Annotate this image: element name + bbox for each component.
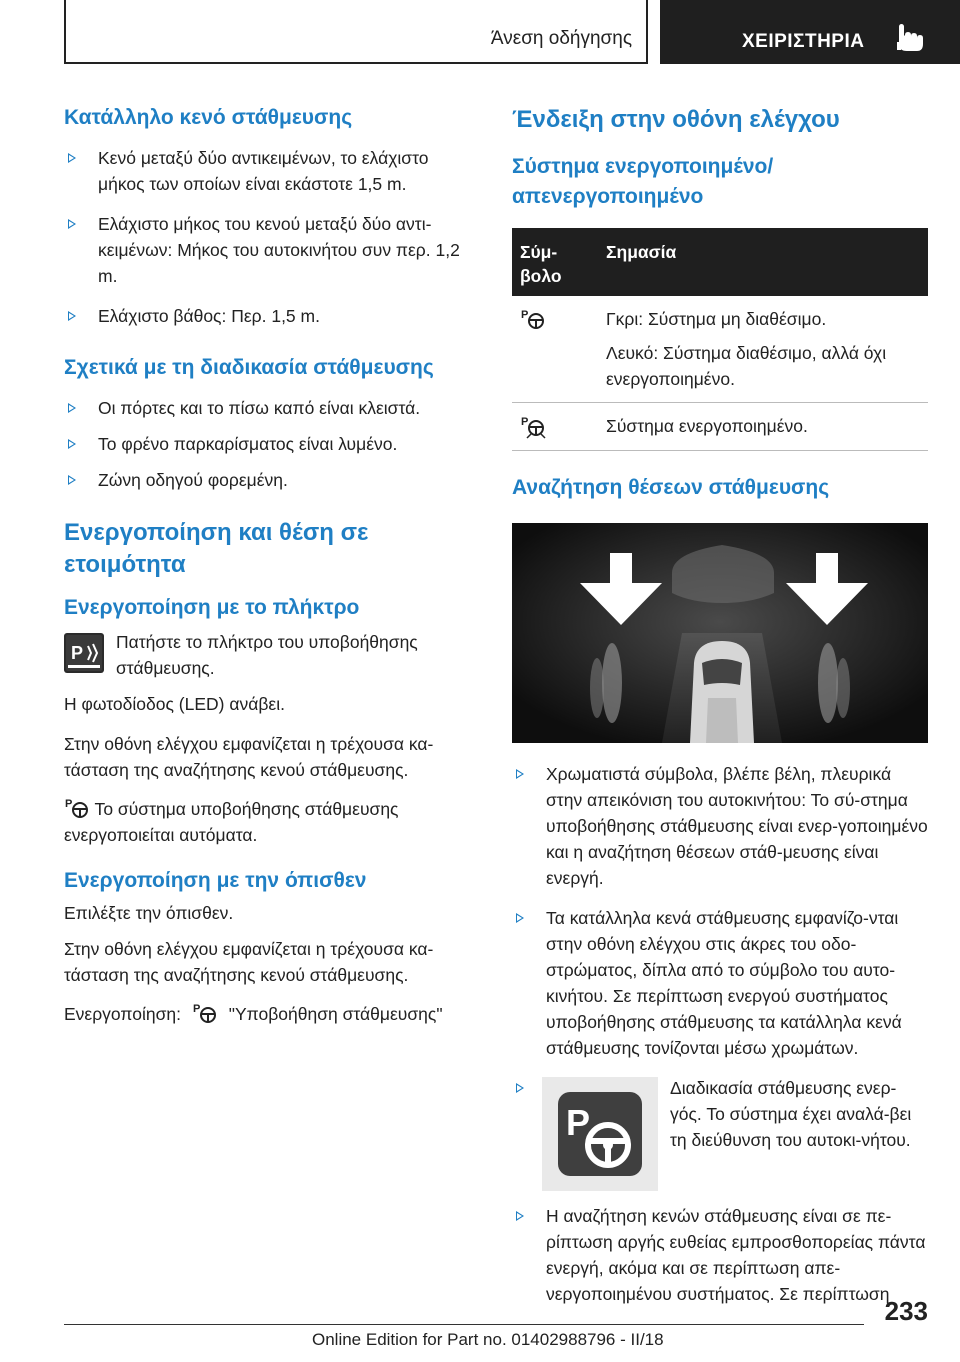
system-status-heading: Σύστημα ενεργοποιημένο/ απενεργοποιημένο [512,155,774,208]
list-item: Ζώνη οδηγού φορεμένη. [64,467,478,493]
table-row [512,296,928,403]
svg-text:P: P [566,1102,591,1143]
table-cell-line: Σύστημα ενεργοποιημένο. [606,416,808,436]
svg-text:P: P [192,1003,201,1015]
auto-activation-text: P Το σύστημα υποβοήθησης στάθμευσης ενεργοποιείται αυτόματα. [64,795,478,848]
header-section-box [64,0,648,64]
svg-text:P: P [65,798,73,810]
list-item: Ελάχιστο βάθος: Περ. 1,5 m. [64,303,478,329]
header-manual-box [660,0,960,64]
list-item: Το φρένο παρκαρίσματος είναι λυμένο. [64,431,478,457]
manual-title: ΧΕΙΡΙΣΤΗΡΙΑ [742,31,865,52]
park-assist-active-icon [520,413,546,439]
svg-text:P: P [521,309,529,321]
activation-heading: Ενεργοποίηση και θέση σε ετοιμότητα [64,519,369,578]
page-number: 233 [884,1296,928,1326]
hand-pointer-icon [895,22,927,52]
park-assist-active-icon [64,795,90,821]
right-column [512,96,928,1307]
list-item: Ελάχιστο μήκος του κενού μεταξύ δύο αντι-κειμένων: Μήκος του αυτοκινήτου συν περ. 1,2 m. [64,211,478,289]
table-header-meaning: Σημασία [598,228,928,296]
footer-divider [64,1324,864,1325]
triangle-bullet-icon [516,913,524,923]
button-instruction: P Πατήστε το πλήκτρο του υποβοήθησης στάθμευσης. [64,629,478,681]
svg-text:P: P [521,416,529,428]
triangle-bullet-icon [516,1083,524,1093]
parking-search-illustration [512,523,928,743]
list-item: Κενό μεταξύ δύο αντικειμένων, το ελάχιστο μήκος των οποίων είναι εκάστοτε 1,5 m. [64,145,478,197]
edition-text: Online Edition for Part no. 01402988796 - II/18 [312,1330,664,1349]
menu-path: Ενεργοποίηση: P "Υποβοήθηση στάθμευσης" [64,1000,478,1027]
triangle-bullet-icon [68,475,76,485]
table-header-symbol: Σύμ-βολο [512,228,598,296]
select-reverse-text: Επιλέξτε την όπισθεν. [64,903,234,923]
triangle-bullet-icon [68,311,76,321]
procedure-heading: Σχετικά με τη διαδικασία στάθμευσης [64,356,434,379]
list-item: Χρωματιστά σύμβολα, βλέπε βέλη, πλευρικά στην απεικόνιση του αυτοκινήτου: Το σύ-στημα υποβοήθησης στάθμευσης είναι ενερ-γοποιημένο και η αναζήτηση θέσεων στάθ-μευσης είναι ενεργή. [512,761,928,891]
search-heading: Αναζήτηση θέσεων στάθμευσης [512,476,830,499]
reverse-display-text: Στην οθόνη ελέγχου εμφανίζεται η τρέχουσα κα-τάσταση της αναζήτησης κενού στάθμευσης. [64,939,434,985]
svg-text:P: P [71,643,84,663]
table-header-row [512,228,928,296]
triangle-bullet-icon [516,769,524,779]
reverse-activation-heading: Ενεργοποίηση με την όπισθεν [64,869,367,892]
list-item: P Διαδικασία στάθμευσης ενερ-γός. Το σύστημα έχει αναλά-βει τη διεύθυνση του αυτοκι-νήτου. [512,1075,928,1189]
table-row [512,403,928,451]
left-column [64,96,478,1027]
triangle-bullet-icon [68,403,76,413]
section-title: Άνεση οδήγησης [490,28,632,49]
led-text: Η φωτοδίοδος (LED) ανάβει. [64,694,285,714]
display-heading: Ένδειξη στην οθόνη ελέγχου [512,106,840,133]
list-item: Τα κατάλληλα κενά στάθμευσης εμφανίζο-νται στην οθόνη ελέγχου στις άκρες του οδο-στρώματος, δίπλα από το σύμβολο του αυτο-κινήτου. Σε περίπτωση ενεργού συστήματος υποβοήθησης στάθμευσης τα κατάλληλα κενά στάθμευσης τονίζονται μέσω χρωμάτων. [512,905,928,1061]
table-cell-line: Γκρι: Σύστημα μη διαθέσιμο. [606,309,827,329]
table-cell-line: Λευκό: Σύστημα διαθέσιμο, αλλά όχι ενεργοποιημένο. [606,343,887,389]
list-item: Οι πόρτες και το πίσω καπό είναι κλειστά. [64,395,478,421]
triangle-bullet-icon [68,219,76,229]
triangle-bullet-icon [68,153,76,163]
display-text: Στην οθόνη ελέγχου εμφανίζεται η τρέχουσα κα-τάσταση της αναζήτησης κενού στάθμευσης. [64,734,434,780]
triangle-bullet-icon [516,1211,524,1221]
steering-assist-symbol-icon [542,1077,658,1191]
button-activation-heading: Ενεργοποίηση με το πλήκτρο [64,596,360,619]
suitable-gap-heading: Κατάλληλο κενό στάθμευσης [64,106,353,129]
triangle-bullet-icon [68,439,76,449]
park-assist-menu-icon [192,1000,218,1026]
park-assist-button-icon [64,633,104,673]
symbol-table [512,228,928,451]
park-assist-icon [520,306,546,332]
list-item: Η αναζήτηση κενών στάθμευσης είναι σε πε-ρίπτωση αργής ευθείας εμπροσθοπορείας πάντα ενεργή, ακόμα και σε περίπτωση απε-νεργοποιημένου συστήματος. Σε περίπτωση [512,1203,928,1307]
